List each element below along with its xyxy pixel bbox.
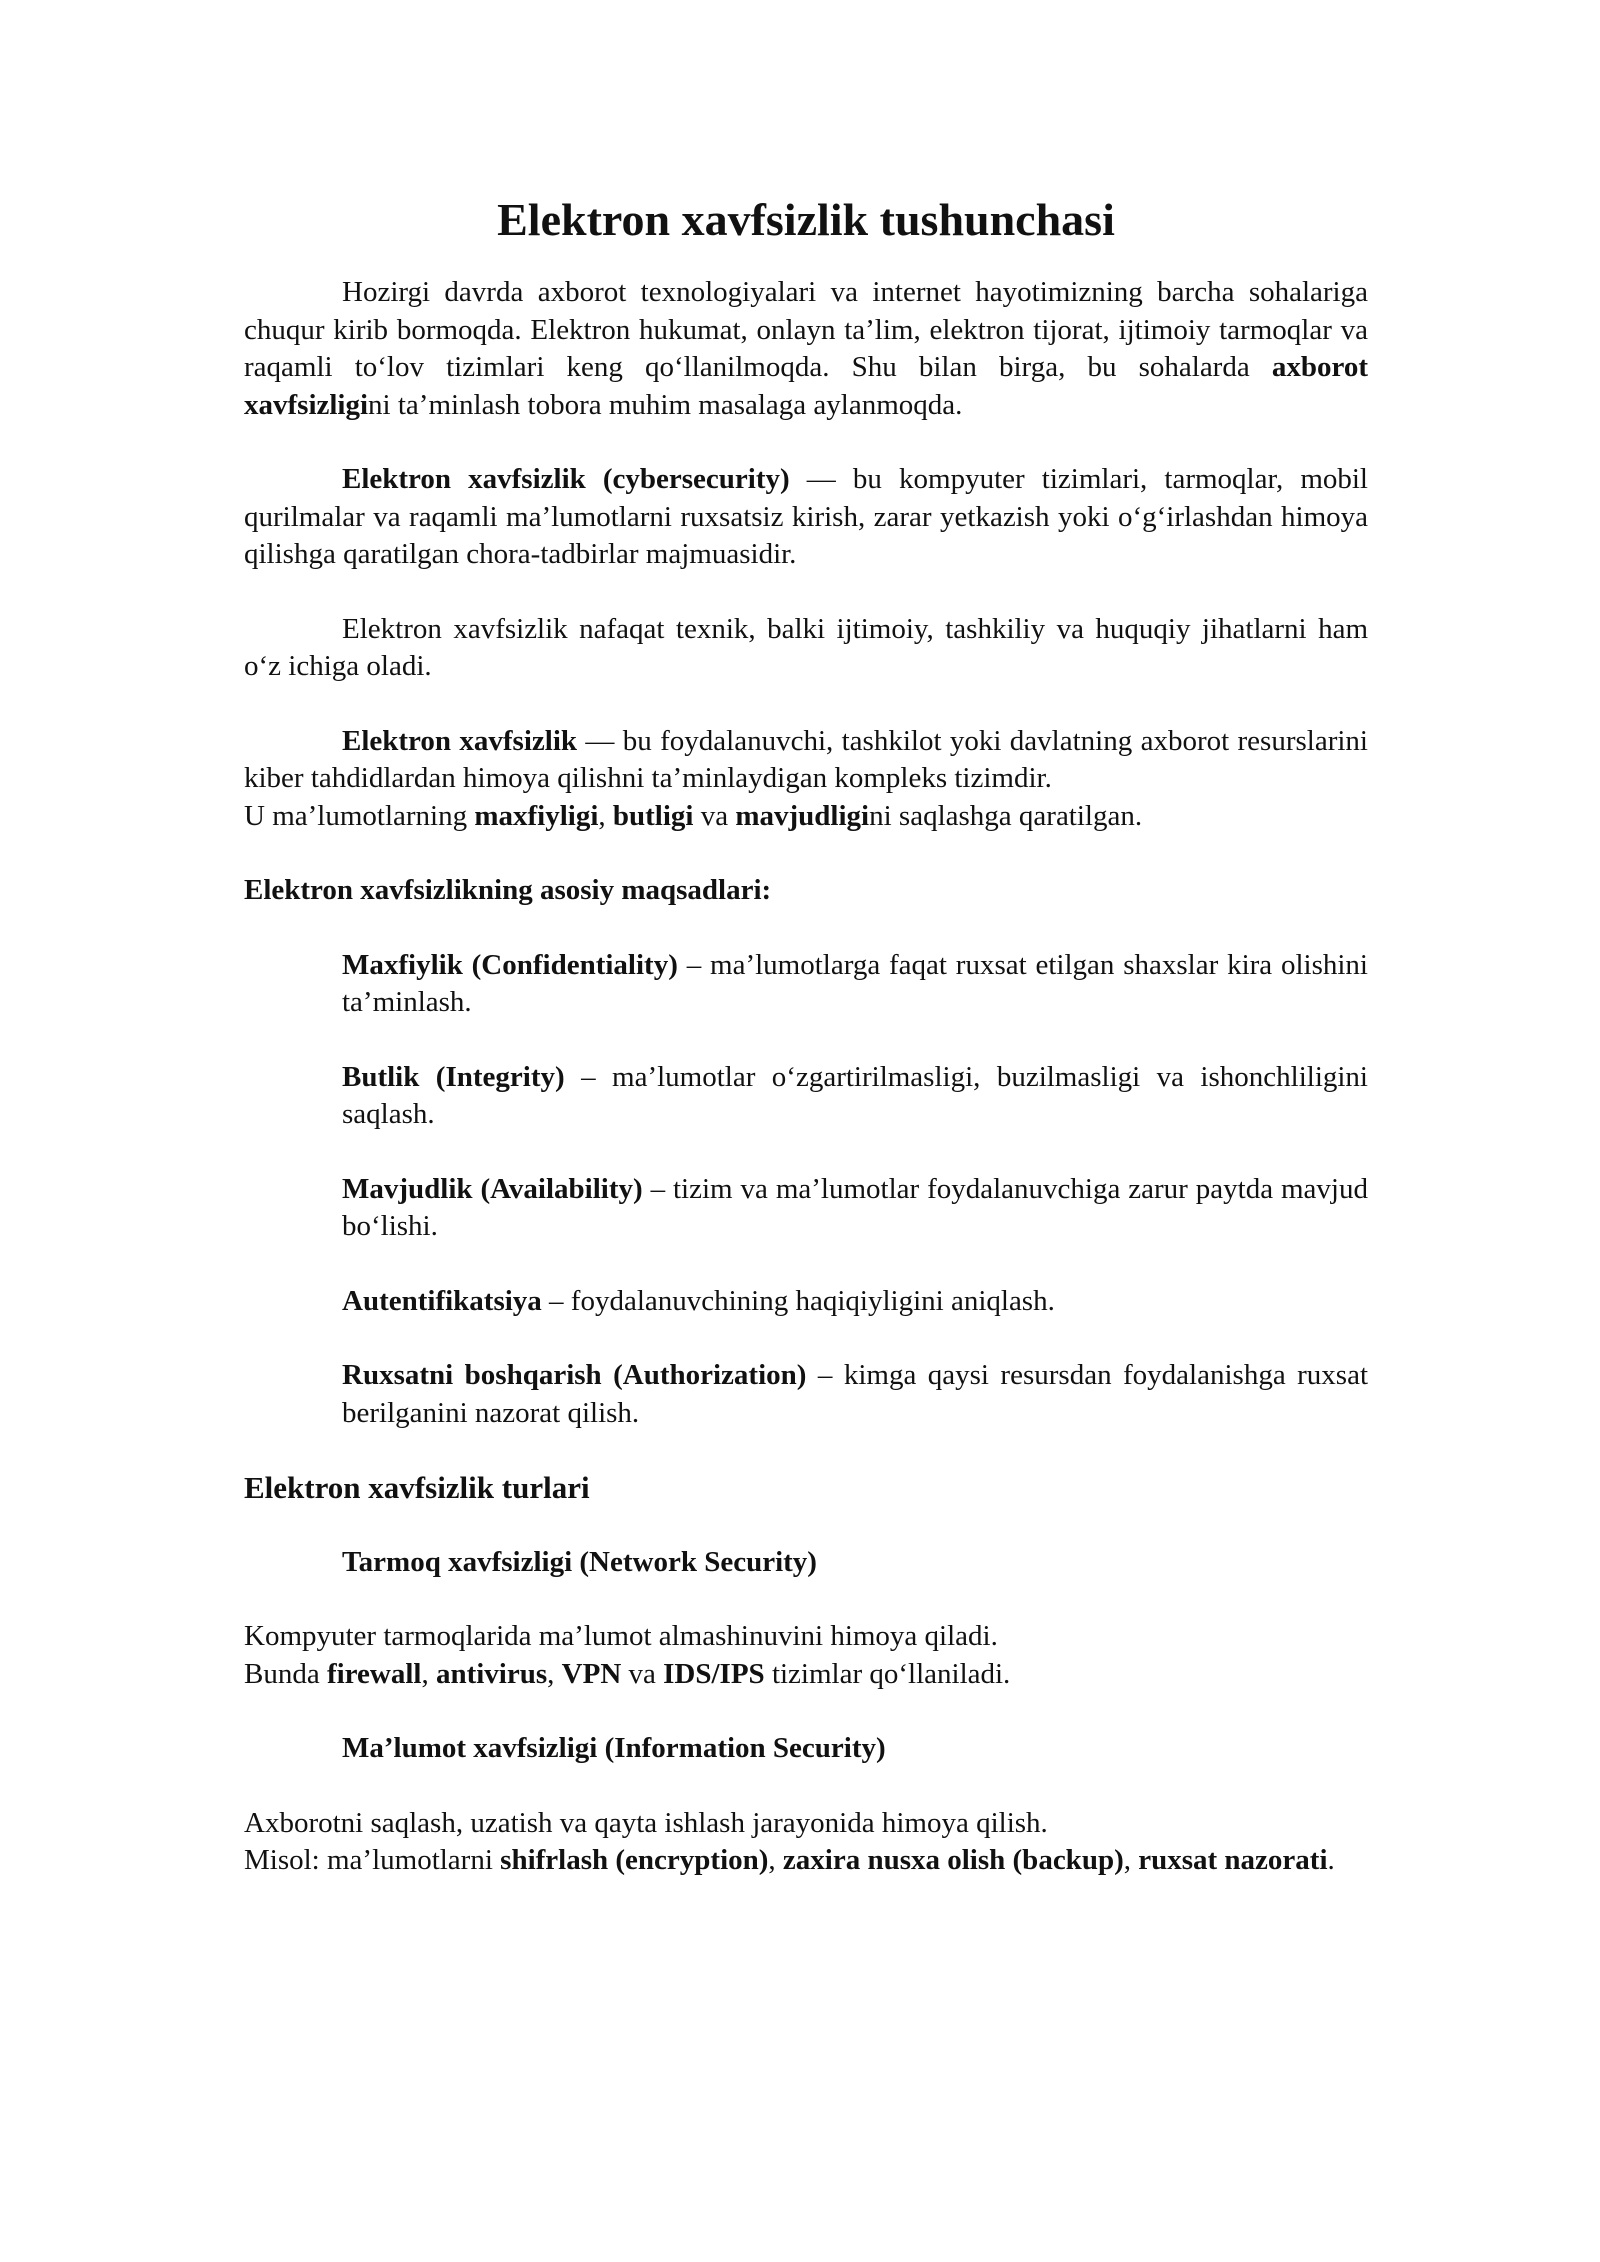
goal-term: Ruxsatni boshqarish (Authorization) — [342, 1359, 807, 1391]
network-sep-2: , — [547, 1657, 562, 1690]
definition-text: — bu kompyuter tizimlari, tarmoqlar, mobil qurilmalar va raqamli ma’lumotlarni ruxsatsiz kirish, zarar yetkazish yoki o‘g‘irlashdan himoya qilishga qaratilgan chora-tadbirlar majmuasidir. — [244, 463, 1368, 570]
info-bold-encryption: shifrlash (encryption) — [500, 1844, 769, 1876]
network-line1: Kompyuter tarmoqlarida ma’lumot almashinuvini himoya qiladi. — [244, 1620, 998, 1652]
intro-paragraph — [244, 274, 1368, 424]
goal-item-integrity — [342, 1059, 1368, 1134]
goal-item-availability — [342, 1171, 1368, 1246]
info-sep-2: , — [1123, 1844, 1139, 1876]
definition-term: Elektron xavfsizlik (cybersecurity) — [342, 463, 790, 495]
goal-item-authorization — [342, 1357, 1368, 1432]
goals-heading: Elektron xavfsizlikning asosiy maqsadlari: — [244, 874, 772, 906]
network-sep-1: , — [421, 1657, 436, 1690]
goal-desc: – foydalanuvchining haqiqiyligini aniqlash. — [541, 1284, 1055, 1317]
goal-item-confidentiality — [342, 947, 1368, 1022]
information-security-heading: Ma’lumot xavfsizligi (Information Security) — [342, 1732, 886, 1764]
info-line2-a: Misol: ma’lumotlarni — [244, 1844, 501, 1876]
network-security-paragraph — [244, 1618, 1368, 1693]
goal-desc: – ma’lumotlar o‘zgartirilmasligi, buzilmasligi va ishonchliligini saqlash. — [342, 1060, 1368, 1130]
intro-text-c: ni ta’minlash tobora muhim masalaga aylanmoqda. — [368, 388, 963, 421]
goal-term: Autentifikatsiya — [342, 1284, 542, 1317]
info-sep-1: , — [768, 1844, 783, 1876]
goal-desc: – tizim va ma’lumotlar foydalanuvchiga zarur paytda mavjud bo‘lishi. — [342, 1172, 1368, 1242]
goal-term: Butlik (Integrity) — [342, 1060, 565, 1093]
network-bold-antivirus: antivirus — [435, 1657, 548, 1690]
system-paragraph — [244, 723, 1368, 836]
network-bold-firewall: firewall — [326, 1657, 422, 1690]
information-security-paragraph — [244, 1805, 1368, 1880]
network-security-heading: Tarmoq xavfsizligi (Network Security) — [342, 1545, 817, 1578]
system-line2-a: U ma’lumotlarning — [244, 799, 475, 832]
info-line2-end: . — [1327, 1844, 1335, 1876]
info-bold-backup: zaxira nusxa olish (backup) — [782, 1844, 1124, 1876]
intro-bold-term: axborot xavfsizligi — [244, 351, 1368, 421]
definition-paragraph — [244, 461, 1368, 574]
system-bold-maxfiyligi: maxfiyligi — [474, 799, 599, 832]
system-bold-mavjudligi: mavjudligi — [735, 799, 870, 832]
info-bold-access-control: ruxsat nazorati — [1138, 1844, 1328, 1876]
goal-term: Maxfiylik (Confidentiality) — [342, 948, 678, 981]
document-content — [244, 190, 1368, 1917]
system-line2-end: ni saqlashga qaratilgan. — [869, 799, 1143, 832]
goal-item-authentication — [342, 1283, 1368, 1321]
network-line2-end: tizimlar qo‘llaniladi. — [764, 1657, 1011, 1690]
network-line2-a: Bunda — [244, 1657, 327, 1690]
goal-desc: – kimga qaysi resursdan foydalanishga ruxsat berilganini nazorat qilish. — [342, 1359, 1369, 1429]
system-sep-2: va — [693, 799, 736, 832]
network-sep-3: va — [621, 1657, 664, 1690]
goal-term: Mavjudlik (Availability) — [342, 1172, 643, 1205]
system-term: Elektron xavfsizlik — [342, 724, 578, 757]
goal-desc: – ma’lumotlarga faqat ruxsat etilgan shaxslar kira olishini ta’minlash. — [342, 948, 1368, 1018]
system-bold-butligi: butligi — [612, 799, 694, 832]
intro-text-a: Hozirgi davrda axborot texnologiyalari va internet hayotimizning barcha sohalariga chuqur kirib bormoqda. Elektron hukumat, onlayn ta’lim, elektron tijorat, ijtimoiy tarmoqlar va raqamli to‘lov tizimlari keng qo‘llanilmoqda. Shu bilan birga, bu sohalarda — [244, 276, 1368, 383]
document-title: Elektron xavfsizlik tushunchasi — [497, 194, 1115, 245]
types-heading: Elektron xavfsizlik turlari — [244, 1470, 590, 1505]
scope-paragraph: Elektron xavfsizlik nafaqat texnik, balki ijtimoiy, tashkiliy va huquqiy jihatlarni ham o‘z ichiga oladi. — [244, 612, 1368, 682]
system-text: — bu foydalanuvchi, tashkilot yoki davlatning axborot resurslarini kiber tahdidlardan himoya qilishni ta’minlaydigan kompleks tizimdir. — [244, 724, 1368, 794]
network-bold-ids-ips: IDS/IPS — [663, 1657, 765, 1690]
info-line1: Axborotni saqlash, uzatish va qayta ishlash jarayonida himoya qilish. — [244, 1806, 1048, 1839]
network-bold-vpn: VPN — [561, 1657, 622, 1690]
system-sep-1: , — [598, 799, 613, 832]
